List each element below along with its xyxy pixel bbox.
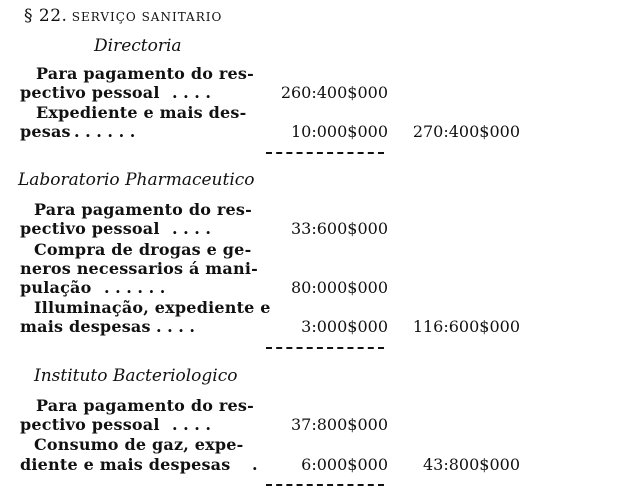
item-line: pectivo pessoal <box>20 415 160 434</box>
item-line: Consumo de gaz, expe- <box>34 435 244 454</box>
sum-rule <box>266 484 384 486</box>
subsection-title: Instituto Bacteriologico <box>34 366 238 386</box>
item-line: Para pagamento do res- <box>36 396 254 415</box>
item-line: mais despesas <box>20 317 151 336</box>
item-amount: 37:800$000 <box>290 415 388 434</box>
item-amount: 260:400$000 <box>280 83 388 102</box>
leader-dots: . . . . <box>172 219 211 238</box>
item-line: pesas <box>20 122 71 141</box>
item-line: Expediente e mais des- <box>36 103 247 122</box>
subsection-title: Laboratorio Pharmaceutico <box>18 170 255 190</box>
sum-rule <box>266 152 384 154</box>
leader-dots: . <box>252 455 258 474</box>
section-total: 270:400$000 <box>412 122 520 141</box>
item-line: pectivo pessoal <box>20 83 160 102</box>
section-number: § 22. <box>24 6 68 26</box>
leader-dots: . . . . <box>156 317 195 336</box>
item-line: Para pagamento do res- <box>34 200 252 219</box>
item-amount: 6:000$000 <box>301 455 388 474</box>
section-total: 116:600$000 <box>412 317 520 336</box>
item-line: Illuminação, expediente e <box>34 298 271 317</box>
section-total: 43:800$000 <box>422 455 520 474</box>
item-amount: 3:000$000 <box>301 317 388 336</box>
leader-dots: . . . . <box>172 415 211 434</box>
item-line: Compra de drogas e ge- <box>34 240 252 259</box>
item-line: neros necessarios á mani- <box>20 259 258 278</box>
item-line: Para pagamento do res- <box>36 64 254 83</box>
item-amount: 33:600$000 <box>290 219 388 238</box>
sum-rule <box>266 347 384 349</box>
leader-dots: . . . . . . <box>104 278 166 297</box>
leader-dots: . . . . . . <box>74 122 136 141</box>
section-heading <box>24 6 222 26</box>
section-title: SERVIÇO SANITARIO <box>71 10 223 24</box>
item-line: diente e mais despesas <box>20 455 231 474</box>
item-line: pectivo pessoal <box>20 219 160 238</box>
item-amount: 80:000$000 <box>290 278 388 297</box>
item-amount: 10:000$000 <box>290 122 388 141</box>
subsection-title: Directoria <box>94 36 182 56</box>
leader-dots: . . . . <box>172 83 211 102</box>
item-line: pulação <box>20 278 92 297</box>
